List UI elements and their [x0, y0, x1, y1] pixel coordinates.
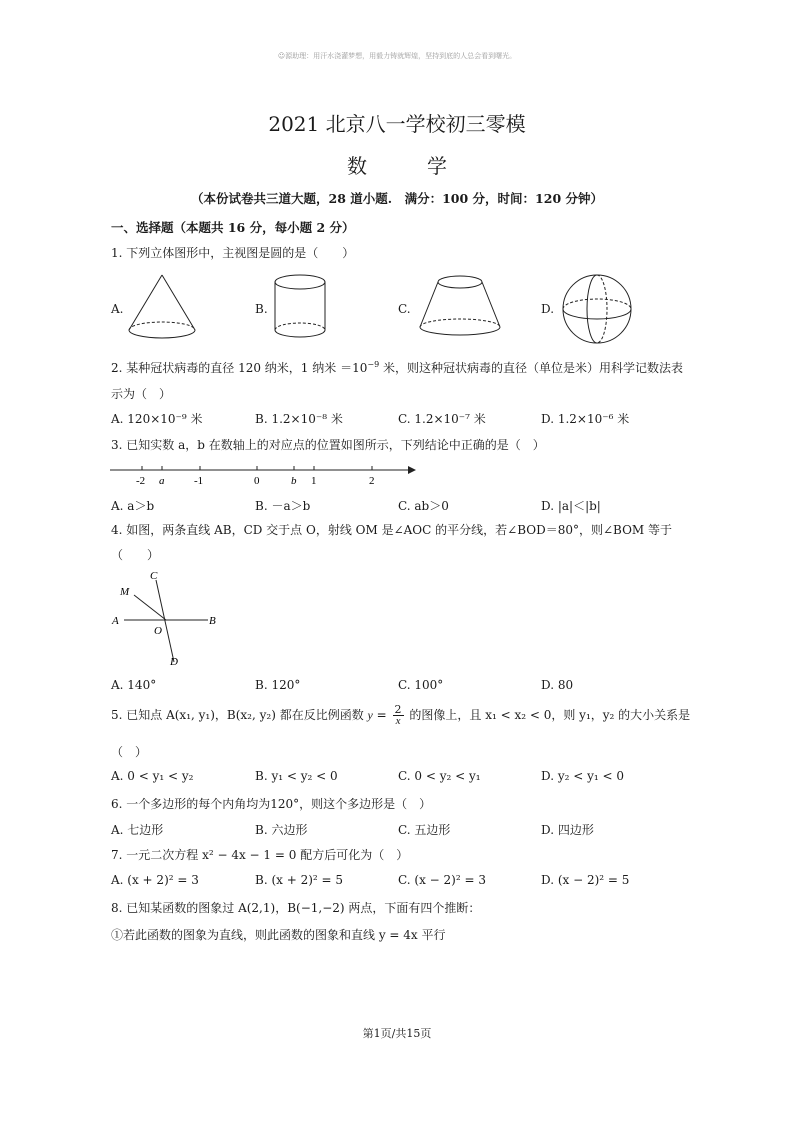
lines-angle-figure — [108, 566, 228, 671]
q2-stem-b: 米，则这种冠状病毒的直径（单位是米）用科学记数法表 — [382, 361, 683, 375]
fig-label-a: A — [112, 615, 119, 627]
q5-stem-line1: 5. 已知点 A(x₁, y₁)，B(x₂, y₂) 都在反比例函数 y = $\frac{2}{x}$ 的图像上，且 x₁ < x₂ < 0，则 y₁，y₂ 的大小关系是 — [111, 703, 691, 727]
q6-option-c: C. 五边形 — [398, 823, 451, 837]
q5-option-c: C. 0 < y₂ < y₁ — [398, 769, 481, 783]
q4-option-b: B. 120° — [255, 678, 301, 692]
axis-label-neg2: -2 — [136, 475, 146, 487]
q5-stem-a: 5. 已知点 A(x₁, y₁)，B(x₂, y₂) 都在反比例函数 — [111, 708, 364, 722]
fig-label-b: B — [209, 615, 216, 627]
q2-stem-line2: 示为（ ） — [111, 387, 172, 401]
cylinder-figure — [270, 272, 335, 342]
q2-option-c: C. 1.2×10⁻⁷ 米 — [398, 412, 486, 426]
page-footer: 第1页/共15页 — [362, 1027, 432, 1040]
q3-option-a: A. a＞b — [111, 499, 155, 513]
q3-option-c: C. ab＞0 — [398, 499, 449, 513]
number-line-ticks — [142, 466, 372, 470]
frustum-figure — [414, 272, 509, 342]
q1-option-c: C. — [398, 302, 411, 316]
axis-label-1: 1 — [311, 475, 317, 487]
section-heading: 一、选择题（本题共 16 分，每小题 2 分） — [111, 220, 355, 235]
q7-option-a: A. (x + 2)² = 3 — [111, 873, 199, 887]
q6-option-a: A. 七边形 — [111, 823, 164, 837]
q7-stem: 7. 一元二次方程 x² − 4x − 1 = 0 配方后可化为（ ） — [111, 848, 409, 862]
q2-option-a: A. 120×10⁻⁹ 米 — [111, 412, 203, 426]
q4-stem: 4. 如图，两条直线 AB，CD 交于点 O，射线 OM 是∠AOC 的平分线，若∠BOD＝80°，则∠BOM 等于 — [111, 523, 673, 537]
fig-label-m: M — [120, 586, 130, 598]
q5-option-b: B. y₁ < y₂ < 0 — [255, 769, 338, 783]
q1-option-d: D. — [541, 302, 555, 316]
cone-figure — [124, 272, 204, 342]
q6-option-b: B. 六边形 — [255, 823, 308, 837]
fig-label-o: O — [154, 625, 162, 637]
q5-function-y: y — [367, 708, 373, 722]
q6-stem: 6. 一个多边形的每个内角均为120°，则这个多边形是（ ） — [111, 797, 432, 811]
q5-frac-den: x — [395, 715, 401, 727]
axis-label-2: 2 — [369, 475, 375, 487]
q1-option-b: B. — [255, 302, 268, 316]
exam-info: （本份试卷共三道大题，28 道小题. 满分：100 分，时间：120 分钟） — [191, 191, 603, 206]
q5-fraction — [393, 704, 404, 727]
axis-label-0: 0 — [254, 475, 260, 487]
q3-option-b: B. －a＞b — [255, 499, 311, 513]
q5-stem-b: 的图像上，且 x₁ < x₂ < 0，则 y₁，y₂ 的大小关系是 — [409, 708, 691, 722]
q2-nano-equation: $=10^{-9}$ — [340, 360, 380, 375]
q2-option-b: B. 1.2×10⁻⁸ 米 — [255, 412, 343, 426]
axis-label-b: b — [291, 475, 297, 487]
axis-label-neg1: -1 — [194, 475, 204, 487]
q5-option-a: A. 0 < y₁ < y₂ — [111, 769, 194, 783]
q8-item1: ①若此函数的图象为直线，则此函数的图象和直线 y = 4x 平行 — [111, 928, 446, 942]
q2-option-d: D. 1.2×10⁻⁶ 米 — [541, 412, 630, 426]
watermark: ☺源助理：用汗水浇灌梦想，用毅力铸就辉煌，坚持到底的人总会看到曙光。 — [277, 52, 517, 60]
q7-option-d: D. (x − 2)² = 5 — [541, 873, 630, 887]
q6-option-d: D. 四边形 — [541, 823, 594, 837]
fig-label-c: C — [150, 570, 158, 582]
q4-option-a: A. 140° — [111, 678, 157, 692]
sphere-figure — [560, 272, 640, 346]
q7-option-c: C. (x − 2)² = 3 — [398, 873, 486, 887]
q1-stem: 1. 下列立体图形中，主视图是圆的是（ ） — [111, 246, 355, 260]
exam-subject: 数 学 — [347, 154, 467, 178]
q4-option-d: D. 80 — [541, 678, 574, 692]
q1-option-a: A. — [111, 302, 124, 316]
q4-stem-cont: （ ） — [111, 548, 160, 562]
q2-stem-a: 2. 某种冠状病毒的直径 120 纳米，1 纳米 — [111, 361, 337, 375]
q2-stem-line1 — [111, 359, 683, 376]
axis-label-a: a — [159, 475, 165, 487]
q5-frac-num: 2 — [394, 703, 402, 716]
q3-stem: 3. 已知实数 a，b 在数轴上的对应点的位置如图所示，下列结论中正确的是（ ） — [111, 438, 545, 452]
q5-option-d: D. y₂ < y₁ < 0 — [541, 769, 625, 783]
q3-option-d: D. |a|＜|b| — [541, 499, 601, 513]
fig-label-d: D — [170, 656, 178, 668]
number-line-figure — [108, 462, 418, 492]
exam-title: 2021 北京八一学校初三零模 — [268, 112, 526, 136]
q7-option-b: B. (x + 2)² = 5 — [255, 873, 344, 887]
q8-stem: 8. 已知某函数的图象过 A(2,1)，B(−1,−2) 两点，下面有四个推断： — [111, 901, 481, 915]
q4-option-c: C. 100° — [398, 678, 444, 692]
q5-stem-cont: （ ） — [111, 745, 148, 759]
